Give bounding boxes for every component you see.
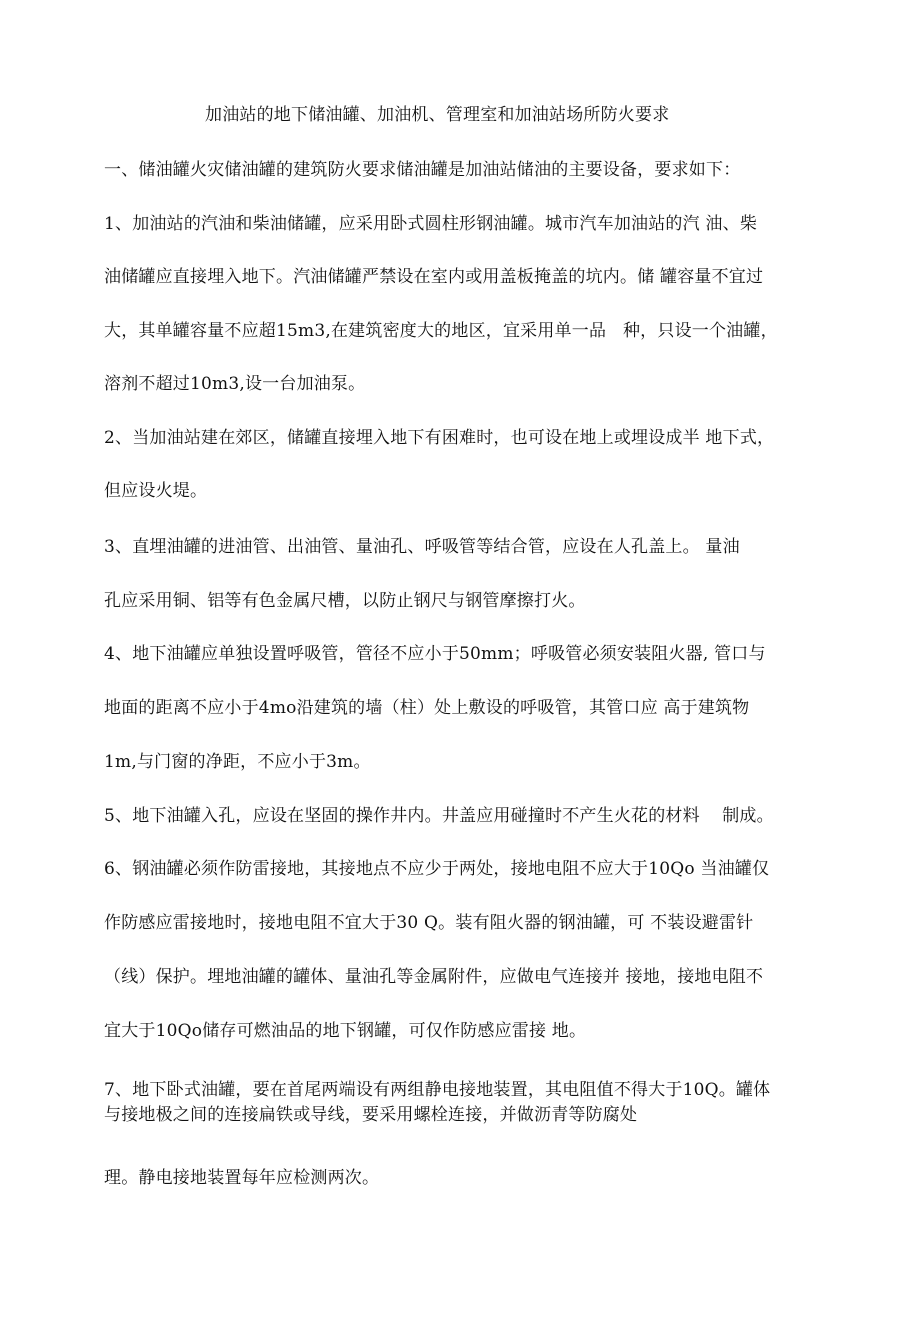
paragraph-line: 6、钢油罐必须作防雷接地，其接地点不应少于两处，接地电阻不应大于10Qo 当油罐仅 <box>104 859 770 879</box>
paragraph-line: 1m,与门窗的净距，不应小于3m。 <box>104 752 371 772</box>
paragraph-line: 作防感应雷接地时，接地电阻不宜大于30 Q。装有阻火器的钢油罐，可 不装设避雷针 <box>104 913 754 933</box>
paragraph-line: 3、直埋油罐的进油管、出油管、量油孔、呼吸管等结合管，应设在人孔盖上。 量油 <box>104 537 740 557</box>
paragraph-line: 油储罐应直接埋入地下。汽油储罐严禁设在室内或用盖板掩盖的坑内。储 罐容量不宜过 <box>104 267 764 287</box>
paragraph-line: 1、加油站的汽油和柴油储罐，应采用卧式圆柱形钢油罐。城市汽车加油站的汽 油、柴 <box>104 214 758 234</box>
paragraph-line: 5、地下油罐入孔，应设在坚固的操作井内。井盖应用碰撞时不产生火花的材料 制成。 <box>104 806 774 826</box>
paragraph-line: 孔应采用铜、铝等有色金属尺槽，以防止钢尺与钢管摩擦打火。 <box>104 591 586 611</box>
paragraph-line: 大，其单罐容量不应超15m3,在建筑密度大的地区，宜采用单一品 种，只设一个油罐， <box>104 321 778 341</box>
paragraph-line: 一、储油罐火灾储油罐的建筑防火要求储油罐是加油站储油的主要设备，要求如下： <box>104 160 741 180</box>
document-title: 加油站的地下储油罐、加油机、管理室和加油站场所防火要求 <box>205 105 670 125</box>
paragraph-line: 7、地下卧式油罐，要在首尾两端设有两组静电接地装置，其电阻值不得大于10Q。罐体 <box>104 1080 771 1100</box>
paragraph-line: 4、地下油罐应单独设置呼吸管，管径不应小于50mm；呼吸管必须安装阻火器, 管口与 <box>104 644 766 664</box>
paragraph-line: 2、当加油站建在郊区，储罐直接埋入地下有困难时，也可设在地上或埋设成半 地下式， <box>104 428 775 448</box>
paragraph-line: 与接地极之间的连接扁铁或导线，要采用螺栓连接，并做沥青等防腐处 <box>104 1105 638 1125</box>
paragraph-line: 溶剂不超过10m3,设一台加油泵。 <box>104 374 366 394</box>
paragraph-line: （线）保护。埋地油罐的罐体、量油孔等金属附件，应做电气连接并 接地，接地电阻不 <box>104 967 764 987</box>
paragraph-line: 地面的距离不应小于4mo沿建筑的墙（柱）处上敷设的呼吸管，其管口应 高于建筑物 <box>104 698 750 718</box>
paragraph-line: 理。静电接地装置每年应检测两次。 <box>104 1168 380 1188</box>
paragraph-line: 但应设火堤。 <box>104 481 208 501</box>
paragraph-line: 宜大于10Qo储存可燃油品的地下钢罐，可仅作防感应雷接 地。 <box>104 1021 587 1041</box>
